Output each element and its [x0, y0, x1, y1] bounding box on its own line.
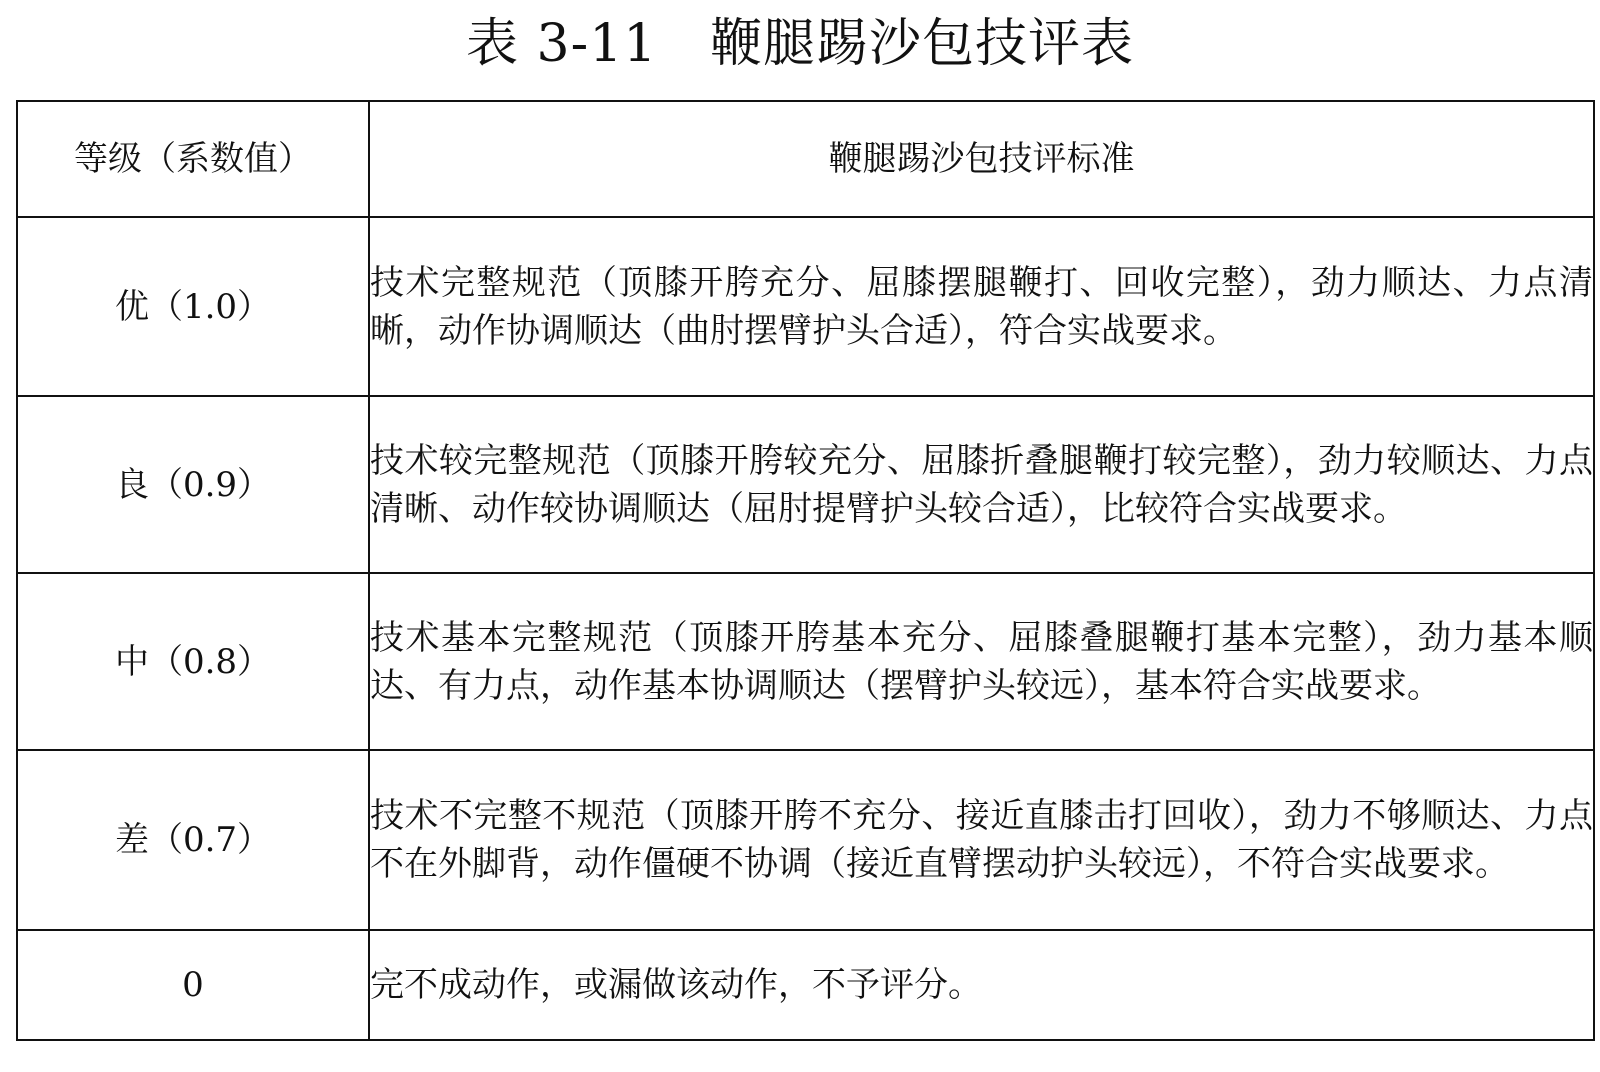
table-row: [17, 217, 1594, 396]
grade-cell: 0: [17, 930, 369, 1040]
table-title: 表 3-11 鞭腿踢沙包技评表: [466, 14, 1134, 74]
header-grade: 等级（系数值）: [17, 101, 369, 217]
grade-cell: 优（1.0）: [17, 217, 369, 396]
table-row: [17, 930, 1594, 1040]
grade-cell: 中（0.8）: [17, 573, 369, 750]
table-row: [17, 750, 1594, 930]
table-header-row: [17, 101, 1594, 217]
criteria-cell: 技术不完整不规范（顶膝开胯不充分、接近直膝击打回收），劲力不够顺达、力点不在外脚背，动作僵硬不协调（接近直臂摆动护头较远），不符合实战要求。: [369, 750, 1594, 930]
grade-cell: 差（0.7）: [17, 750, 369, 930]
evaluation-table: [16, 100, 1595, 1041]
criteria-cell: 技术较完整规范（顶膝开胯较充分、屈膝折叠腿鞭打较完整），劲力较顺达、力点清晰、动作较协调顺达（屈肘提臂护头较合适），比较符合实战要求。: [369, 396, 1594, 573]
criteria-cell: 完不成动作，或漏做该动作，不予评分。: [369, 930, 1594, 1040]
criteria-cell: 技术完整规范（顶膝开胯充分、屈膝摆腿鞭打、回收完整），劲力顺达、力点清晰，动作协调顺达（曲肘摆臂护头合适），符合实战要求。: [369, 217, 1594, 396]
table-row: [17, 573, 1594, 750]
grade-cell: 良（0.9）: [17, 396, 369, 573]
criteria-cell: 技术基本完整规范（顶膝开胯基本充分、屈膝叠腿鞭打基本完整），劲力基本顺达、有力点，动作基本协调顺达（摆臂护头较远），基本符合实战要求。: [369, 573, 1594, 750]
header-criteria: 鞭腿踢沙包技评标准: [369, 101, 1594, 217]
table-row: [17, 396, 1594, 573]
